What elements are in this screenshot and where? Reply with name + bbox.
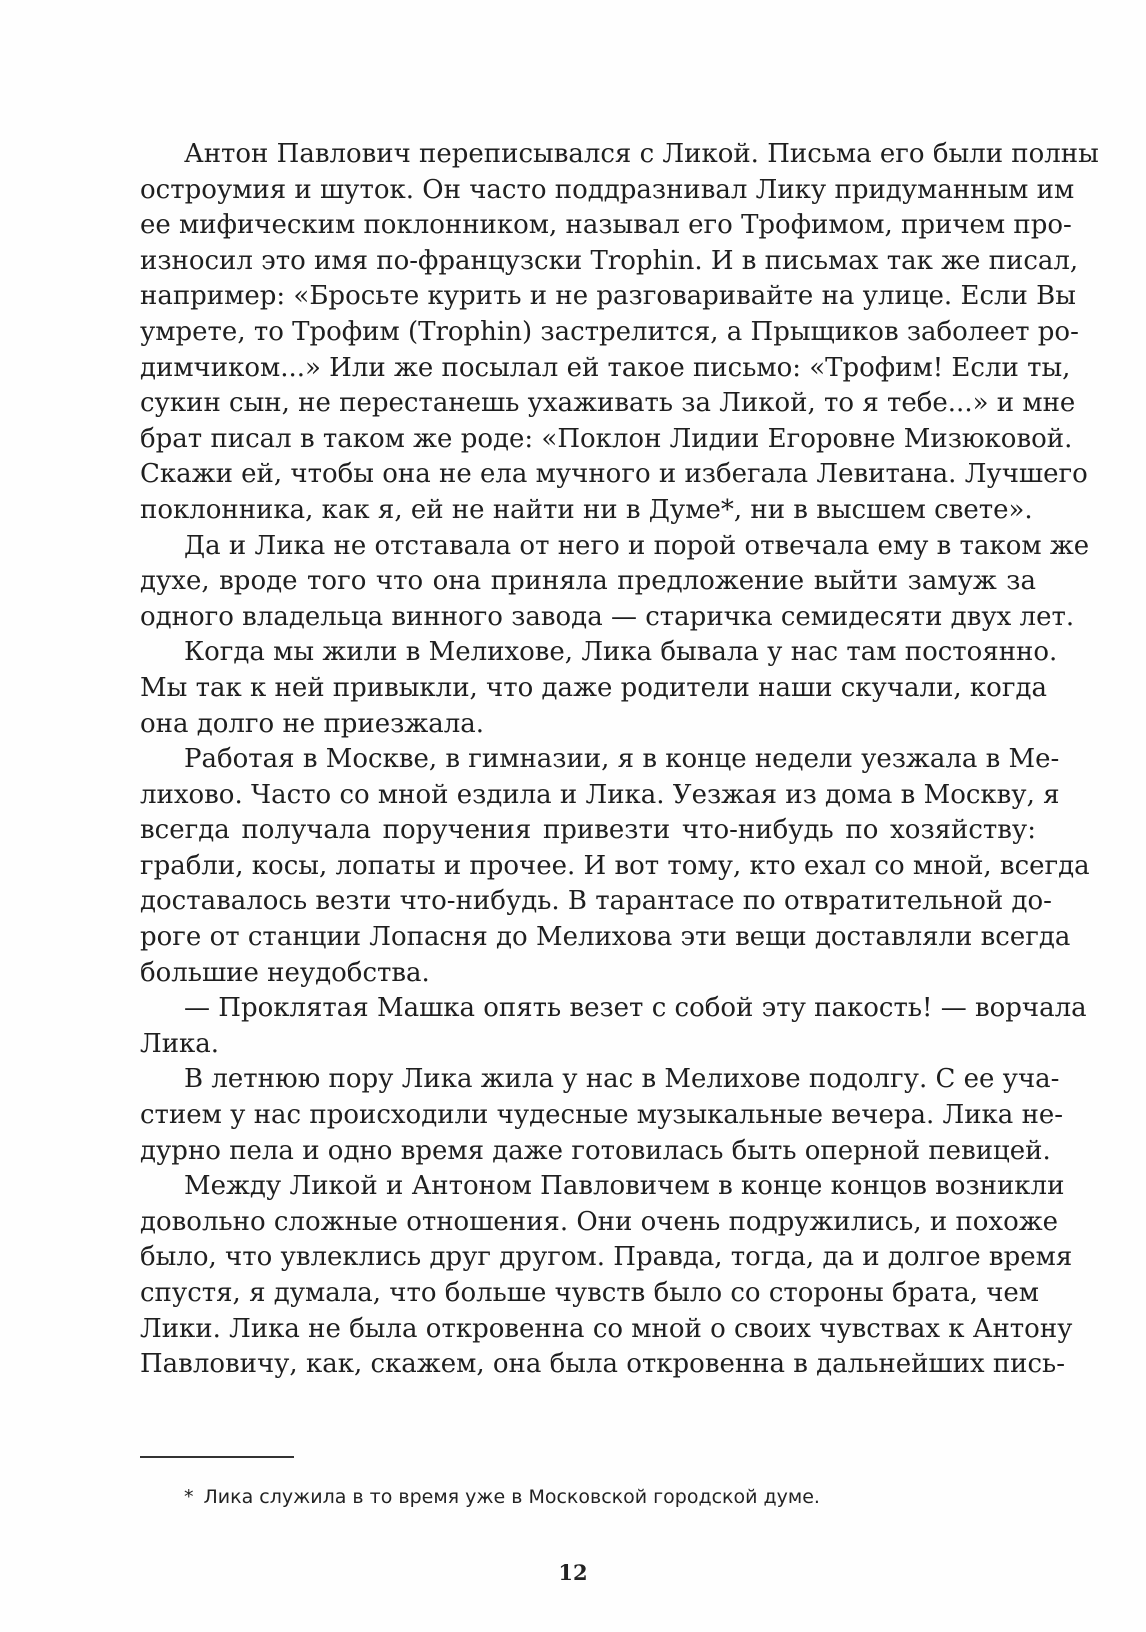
text-line: лихово. Часто со мной ездила и Лика. Уезжая из дома в Москву, я: [140, 779, 1060, 810]
paragraph: [140, 991, 1087, 1062]
text-line: сукин сын, не перестанешь ухаживать за Ликой, то я тебе...» и мне: [140, 388, 1076, 419]
footnote-separator: [140, 1456, 294, 1458]
text-line: Когда мы жили в Мелихове, Лика бывала у нас там постоянно.: [184, 637, 1058, 668]
text-line: димчиком...» Или же посылал ей такое письмо: «Трофим! Если ты,: [140, 352, 1071, 383]
paragraph: [140, 1062, 1064, 1169]
footnote: [184, 1485, 820, 1509]
text-line: спустя, я думала, что больше чувств было со стороны брата, чем: [140, 1278, 1040, 1308]
text-line: умрете, то Трофим (Trophin) застрелится, а Прыщиков заболеет ро-: [140, 316, 1079, 347]
text-line: дурно пела и одно время даже готовилась быть оперной певицей.: [140, 1135, 1051, 1166]
text-line: — Проклятая Машка опять везет с собой эту пакость! — ворчала: [184, 993, 1087, 1024]
text-line: всегда получала поручения привезти что-нибудь по хозяйству:: [140, 815, 1036, 846]
paragraph: [140, 635, 1058, 742]
text-line: доставалось везти что-нибудь. В тарантасе по отвратительной до-: [140, 886, 1052, 917]
paragraph: [140, 529, 1090, 636]
text-line: брат писал в таком же роде: «Поклон Лидии Егоровне Мизюковой.: [140, 423, 1073, 454]
text-line: грабли, косы, лопаты и прочее. И вот тому, кто ехал со мной, всегда: [140, 850, 1090, 881]
text-line: духе, вроде того что она приняла предложение выйти замуж за: [140, 566, 1036, 597]
text-line: она долго не приезжала.: [140, 708, 485, 739]
paragraph: [140, 742, 1090, 991]
paragraph: [140, 1169, 1073, 1383]
page-number: 12: [558, 1560, 588, 1585]
text-line: Скажи ей, чтобы она не ела мучного и избегала Левитана. Лучшего: [140, 459, 1088, 490]
text-line: Работая в Москве, в гимназии, я в конце недели уезжала в Ме-: [184, 744, 1060, 775]
text-line: например: «Бросьте курить и не разговаривайте на улице. Если Вы: [140, 281, 1076, 312]
text-line: ее мифическим поклонником, называл его Трофимом, причем про-: [140, 210, 1072, 241]
text-line: роге от станции Лопасня до Мелихова эти вещи доставляли всегда: [140, 922, 1071, 953]
text-line: одного владельца винного завода — старичка семидесяти двух лет.: [140, 601, 1075, 632]
text-line: износил это имя по-французски Trophin. И в письмах так же писал,: [140, 245, 1079, 276]
text-line: остроумия и шуток. Он часто поддразнивал Лику придуманным им: [140, 174, 1075, 205]
main-text: [140, 137, 1099, 1383]
text-line: довольно сложные отношения. Они очень подружились, и похоже: [140, 1206, 1059, 1237]
text-line: стием у нас происходили чудесные музыкальные вечера. Лика не-: [140, 1100, 1064, 1131]
text-line: В летнюю пору Лика жила у нас в Мелихове подолгу. С ее уча-: [184, 1064, 1060, 1095]
text-line: Антон Павлович переписывался с Ликой. Письма его были полны: [184, 139, 1099, 169]
text-line: Мы так к ней привыкли, что даже родители наши скучали, когда: [140, 672, 1047, 703]
text-line: Между Ликой и Антоном Павловичем в конце концов возникли: [184, 1171, 1065, 1202]
text-line: Да и Лика не отставала от него и порой отвечала ему в таком же: [184, 530, 1090, 561]
text-line: Лика.: [140, 1028, 220, 1059]
text-line: было, что увлеклись друг другом. Правда, тогда, да и долгое время: [140, 1242, 1073, 1273]
paragraph: [140, 137, 1099, 529]
text-line: поклонника, как я, ей не найти ни в Думе*, ни в высшем свете».: [140, 494, 1033, 525]
text-line: Павловичу, как, скажем, она была откровенна в дальнейших пись-: [140, 1349, 1065, 1380]
text-line: большие неудобства.: [140, 957, 430, 988]
footnote-text: Лика служила в то время уже в Московской городской думе.: [203, 1486, 820, 1508]
text-line: Лики. Лика не была откровенна со мной о своих чувствах к Антону: [140, 1313, 1073, 1344]
footnote-mark: *: [184, 1486, 194, 1508]
